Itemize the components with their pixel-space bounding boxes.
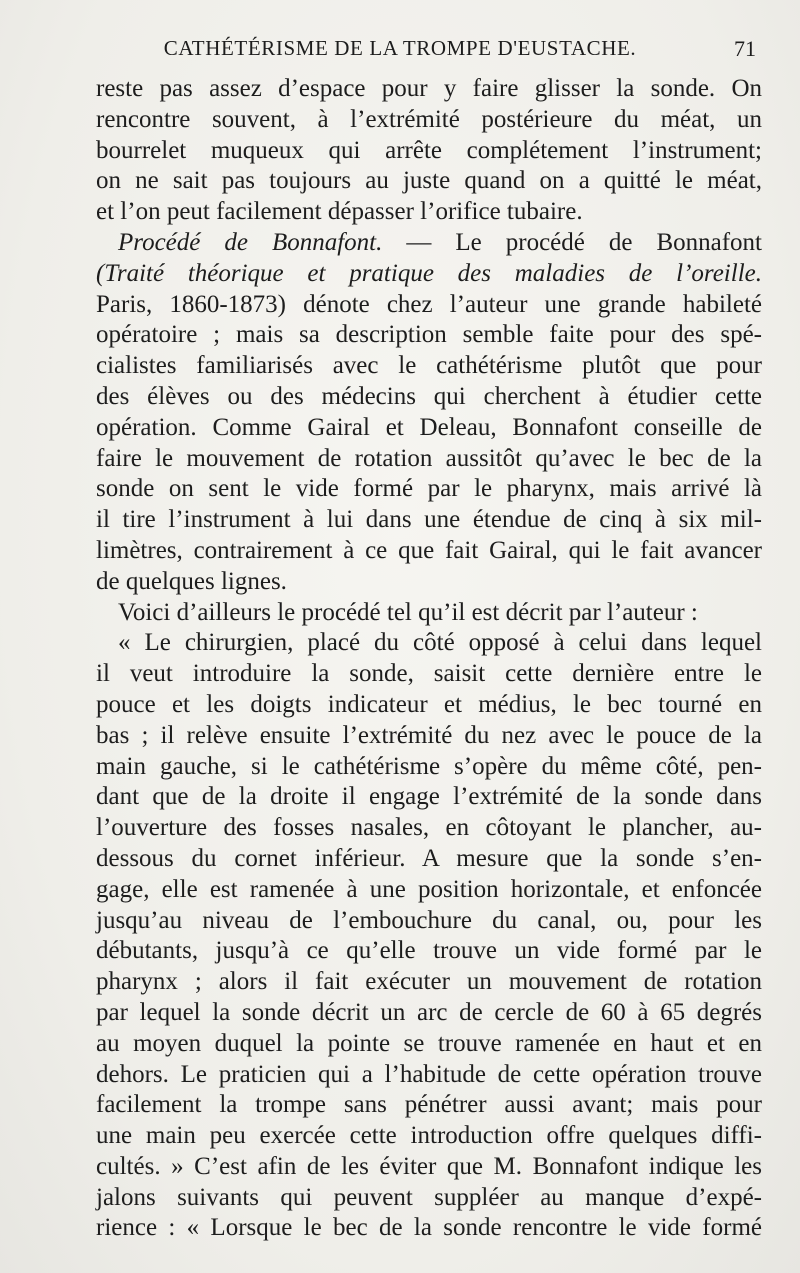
text-line: sonde on sent le vide formé par le pharynx, mais arrivé là [96,475,762,503]
text-line: il tire l’instrument à lui dans une étendue de cinq à six mil- [96,506,762,534]
text-line: reste pas assez d’espace pour y faire glisser la sonde. On [96,75,762,102]
text-line: on ne sait pas toujours au juste quand on a quitté le méat, [96,167,762,195]
text-line: jusqu’au niveau de l’embouchure du canal, ou, pour les [96,906,762,934]
text-line: rencontre souvent, à l’extrémité postérieure du méat, un [96,105,762,133]
text-line: cultés. » C’est afin de les éviter que M. Bonnafont indique les [96,1152,762,1180]
text-line: pouce et les doigts indicateur et médius, le bec tourné en [96,690,762,718]
text-line: de quelques lignes. [96,567,287,595]
text-line: facilement la trompe sans pénétrer aussi avant; mais pour [96,1091,762,1119]
text-line: débutants, jusqu’à ce qu’elle trouve un vide formé par le [96,937,762,965]
text-line: Paris, 1860-1873) dénote chez l’auteur une grande habileté [96,290,762,318]
text-line: pharynx ; alors il fait exécuter un mouvement de rotation [96,968,762,996]
text-line: faire le mouvement de rotation aussitôt qu’avec le bec de la [96,444,762,472]
text-line: (Traité théorique et pratique des maladies de l’oreille. [96,259,762,287]
running-head [0,36,800,66]
text-line: l’ouverture des fosses nasales, en côtoyant le plancher, au- [96,814,762,842]
section-heading-italic: Procédé de Bonnafont. [118,228,383,256]
text-line: jalons suivants qui peuvent suppléer au manque d’expé- [96,1183,762,1211]
text-line: cialistes familiarisés avec le cathétérisme plutôt que pour [96,352,762,380]
page-number: 71 [734,36,756,61]
text-line: opération. Comme Gairal et Deleau, Bonnafont conseille de [96,413,762,441]
text-line: « Le chirurgien, placé du côté opposé à celui dans lequel [118,629,762,657]
text-line: par lequel la sonde décrit un arc de cercle de 60 à 65 degrés [96,998,762,1026]
text-line: au moyen duquel la pointe se trouve ramenée en haut et en [96,1029,762,1057]
text-line: main gauche, si le cathétérisme s’opère du même côté, pen- [96,752,762,780]
text-line [96,228,762,259]
text-line: une main peu exercée cette introduction offre quelques diffi- [96,1122,762,1150]
text-line: bourrelet muqueux qui arrête complétement l’instrument; [96,136,762,164]
text-line: bas ; il relève ensuite l’extrémité du nez avec le pouce de la [96,721,762,749]
section-heading-rest: — Le procédé de Bonnafont [382,228,762,256]
text-line: limètres, contrairement à ce que fait Gairal, qui le fait avancer [96,536,762,564]
text-line: il veut introduire la sonde, saisit cette dernière entre le [96,660,762,688]
text-line: dessous du cornet inférieur. A mesure que la sonde s’en- [96,844,762,872]
text-line: des élèves ou des médecins qui cherchent à étudier cette [96,382,762,410]
text-line: dehors. Le praticien qui a l’habitude de cette opération trouve [96,1060,762,1088]
text-line: opératoire ; mais sa description semble faite pour des spé- [96,321,762,349]
running-title: CATHÉTÉRISME DE LA TROMPE D'EUSTACHE. [163,36,637,60]
text-line: rience : « Lorsque le bec de la sonde rencontre le vide formé [96,1214,762,1242]
text-line: gage, elle est ramenée à une position horizontale, et enfoncée [96,875,762,903]
body-text [96,74,762,1244]
text-line: dant que de la droite il engage l’extrémité de la sonde dans [96,783,762,811]
text-line: et l’on peut facilement dépasser l’orifice tubaire. [96,198,583,226]
text-line: Voici d’ailleurs le procédé tel qu’il est décrit par l’auteur : [118,598,698,626]
